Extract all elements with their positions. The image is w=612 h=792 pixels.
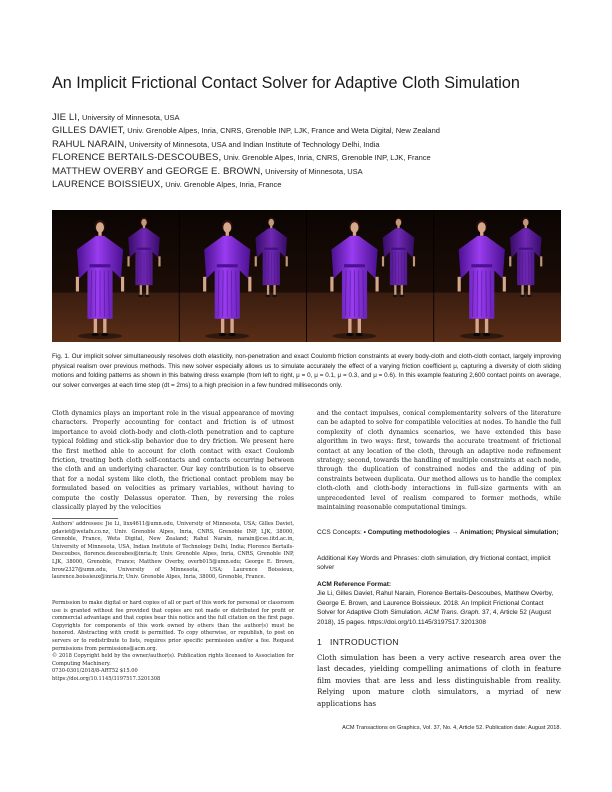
figure-leg — [221, 319, 224, 334]
footnote-issn: 0730-0301/2018/8-ART52 $15.00 — [52, 668, 138, 675]
figure-shoe — [393, 295, 398, 297]
figure-head — [478, 222, 486, 233]
figure-leg — [94, 319, 97, 334]
figure-leg — [528, 285, 530, 295]
author-affiliation: Univ. Grenoble Alpes, Inria, France — [165, 179, 282, 189]
figure-leg — [267, 285, 269, 295]
figure-leg — [230, 319, 233, 334]
figure-arm — [203, 277, 206, 292]
ref-format-text: Jie Li, Gilles Daviet, Rahul Narain, Florence Bertails-Descoubes, Matthew Overby, George E. Brown, and Laurence Boissieux. 2018. An Implicit Frictional Contact Solver for Adaptive Cloth Simulation. — [317, 590, 554, 617]
author-line — [52, 138, 572, 151]
figure-leg — [146, 285, 148, 295]
figure-shoe — [265, 295, 270, 297]
ref-format-heading: ACM Reference Format: — [317, 581, 392, 588]
figure-arm — [286, 256, 288, 266]
figure-neck — [270, 225, 272, 228]
figure-head — [351, 222, 359, 233]
figure-arm — [127, 256, 129, 266]
abstract-paragraph: Cloth dynamics plays an important role in the visual appearance of moving characters. Properly accounting for contact and friction is of utmost importance to avoid cloth-body and cloth-cloth penetration and to capture typical folding and stick-slip behavior due to dry friction. We present here the first method able to account for cloth contact with exact Coulomb friction, treating both cloth self-contacts and contacts occurring between the cloth and an underlying character. Our key contribution is to observe that for a nodal system like cloth, the frictional contact problem may be formulated based on velocities as primary variables, without having to compute the costly Delassus operator. Then, by reversing the roles classically played by the velocities — [52, 410, 294, 512]
figure-arm — [376, 277, 379, 292]
footnote-permission-text: Permission to make digital or hard copies of all or part of this work for personal or classroom use is granted without fee provided that copies are not made or distributed for profit or commercial advantage and that copies bear this notice and the full citation on the first page. Copyrights for components of this work owned by others than the author(s) must be honored. Abstracting with credit is permitted. To copy otherwise, or republish, to post on servers or to redistribute to lists, requires prior specific permission and/or a fee. Request permissions from permissions@acm.org. — [52, 600, 294, 652]
footnote-addresses — [52, 521, 294, 582]
figure-arm — [121, 277, 124, 292]
keywords-label: Additional Key Words and Phrases: — [317, 555, 420, 562]
abstract-left-column — [52, 409, 294, 512]
author-name: LAURENCE BOISSIEUX, — [52, 178, 164, 190]
keywords-value: cloth simulation, dry frictional contact, implicit solver — [317, 555, 551, 572]
figure-neck — [397, 225, 399, 228]
acm-reference-format — [317, 580, 561, 627]
abstract-paragraph-continued: and the contact impulses, conical complementarity solvers of the literature can be adapted to solve for compatible velocities at nodes. To handle the full complexity of cloth dynamics scenarios, we have extended this base algorithm in two ways: first, towards the accurate treatment of frictional contact at any location of the cloth, through an adaptive node refinement strategy; second, towards the handling of multiple constraints at each node, through the duplication of constrained nodes and the adding of pin constraints between duplicata. Our method allows us to handle the complex cloth-cloth and cloth-body interactions in full-size garments with an unprecedented level of realism compared to former methods, while maintaining reasonable computational timings. — [317, 410, 561, 512]
figure-neck — [98, 232, 101, 236]
figure-leg — [140, 285, 142, 295]
author-name: RAHUL NARAIN, — [52, 138, 128, 150]
footnote-addresses-text: Authors' addresses: Jie Li, lixx4611@umn.edu, University of Minnesota, USA; Gilles Daviet, gdaviet@wetafx.co.nz, Univ. Grenoble Alpes, Inria, CNRS, Grenoble INP, LJK, 38000, Grenoble, France, Weta Digital, New Zealand; Rahul Narain, narain@cse.iitd.ac.in, University of Minnesota, USA, Indian Institute of Technology Delhi, India; Florence Bertails-Descoubes, florence.descoubes@inria.fr, Univ. Grenoble Alpes, Inria, CNRS, Grenoble INP, LJK, 38000, Grenoble, France; Matthew Overby, overb015@umn.edu; George E. Brown, brow2327@umn.edu, University of Minnesota, USA; Laurence Boissieux, laurence.boissieux@inria.fr, Univ. Grenoble Alpes, Inria, 38000, Grenoble, France. — [52, 521, 294, 581]
figure-neck — [353, 232, 356, 236]
footnote-doi: https://doi.org/10.1145/3197517.3201308 — [52, 675, 161, 682]
figure-arm — [540, 256, 542, 266]
figure-neck — [525, 225, 527, 228]
figure-arm — [248, 277, 251, 292]
page-footer: ACM Transactions on Graphics, Vol. 37, No. 4, Article 52. Publication date: August 2018. — [342, 725, 561, 731]
footnote-permission — [52, 600, 294, 684]
dress-waist — [264, 248, 278, 250]
figure-leg — [475, 319, 478, 334]
figure-arm — [503, 277, 506, 292]
figure-shoe — [399, 295, 404, 297]
figure-leg — [401, 285, 403, 295]
figure-neck — [226, 232, 229, 236]
figure-arm — [76, 277, 79, 292]
author-name: FLORENCE BERTAILS-DESCOUBES, — [52, 152, 222, 164]
dress-waist — [90, 264, 111, 267]
author-affiliation: Univ. Grenoble Alpes, Inria, CNRS, Grenoble INP, LJK, France — [223, 153, 431, 163]
dress-waist — [344, 264, 365, 267]
footnote-copyright: © 2018 Copyright held by the owner/author(s). Publication rights licensed to Association for Computing Machinery. — [52, 653, 294, 667]
author-list — [52, 111, 572, 191]
figure-head — [269, 219, 274, 226]
author-line — [52, 178, 572, 191]
author-line — [52, 111, 572, 124]
author-line — [52, 151, 572, 164]
figure-arm — [382, 256, 384, 266]
figure-head — [223, 222, 231, 233]
paper-title: An Implicit Frictional Contact Solver for Adaptive Cloth Simulation — [52, 74, 520, 92]
dress-waist — [217, 264, 238, 267]
ccs-concepts — [317, 528, 561, 537]
author-affiliation: University of Minnesota, USA — [265, 166, 363, 176]
section-heading — [317, 637, 399, 647]
floor-shadow — [78, 333, 122, 339]
figure-leg — [394, 285, 396, 295]
figure-leg — [485, 319, 488, 334]
dress-waist — [391, 248, 405, 250]
figure-shoe — [145, 295, 150, 297]
abstract-right-column — [317, 409, 561, 512]
section-title: INTRODUCTION — [330, 637, 399, 647]
floor-shadow — [460, 333, 504, 339]
ref-format-journal: ACM Trans. Graph. — [424, 609, 481, 617]
dress-waist — [519, 248, 533, 250]
author-line — [52, 165, 572, 178]
teaser-render — [52, 210, 561, 342]
figure-leg — [521, 285, 523, 295]
figure-arm — [458, 277, 461, 292]
figure-shoe — [272, 295, 277, 297]
figure-arm — [158, 256, 160, 266]
teaser-figure — [52, 210, 561, 342]
figure-head — [96, 222, 104, 233]
figure-arm — [330, 277, 333, 292]
author-affiliation: University of Minnesota, USA and Indian Institute of Technology Delhi, India — [129, 139, 380, 149]
figure-caption: Fig. 1. Our implicit solver simultaneously resolves cloth elasticity, non-penetration and exact Coulomb friction constraints at every body-cloth and cloth-cloth contact, largely improving physical realism over previous methods. This new solver especially allows us to simulate accurately the effect of a varying friction coefficient μ, capturing a diversity of cloth sliding motions and folding patterns as shown in this batwing dress example (from left to right, μ = 0, μ = 0.1, μ = 0.3, and μ = 0.6). In this example featuring 2,600 contact points on average, our solver converges at each time step (dt = 2ms) to a high precision in a few hundred milliseconds only. — [52, 353, 561, 389]
figure-leg — [273, 285, 275, 295]
author-name: JIE LI, — [52, 112, 80, 123]
dress-waist — [471, 264, 492, 267]
figure-leg — [358, 319, 361, 334]
ccs-label: CCS Concepts: — [317, 529, 362, 536]
footnote-rule — [52, 518, 118, 519]
figure-shoe — [527, 295, 532, 297]
author-name: GILLES DAVIET, — [52, 125, 126, 137]
figure-shoe — [138, 295, 143, 297]
figure-leg — [103, 319, 106, 334]
dress-waist — [137, 248, 151, 250]
figure-head — [141, 219, 146, 226]
author-affiliation: University of Minnesota, USA — [82, 113, 180, 122]
floor-shadow — [333, 333, 377, 339]
figure-neck — [143, 225, 145, 228]
author-affiliation: Univ. Grenoble Alpes, Inria, CNRS, Grenoble INP, LJK, France and Weta Digital, New Zealand — [127, 126, 440, 136]
author-line — [52, 124, 572, 137]
author-name: MATTHEW OVERBY and GEORGE E. BROWN, — [52, 165, 264, 177]
floor-shadow — [205, 333, 249, 339]
figure-shoe — [520, 295, 525, 297]
figure-arm — [255, 256, 257, 266]
ref-format-text-tail: 37, 4, Article 52 (August 2018), 15 pages. https://doi.org/10.1145/3197517.3201308 — [317, 609, 552, 626]
figure-neck — [480, 232, 483, 236]
figure-head — [396, 219, 401, 226]
figure-arm — [509, 256, 511, 266]
section-number: 1 — [317, 637, 323, 647]
keywords — [317, 554, 561, 573]
ccs-value: • Computing methodologies → Animation; Physical simulation; — [363, 529, 559, 536]
figure-head — [523, 219, 528, 226]
introduction-text — [317, 652, 561, 709]
introduction-paragraph: Cloth simulation has been a very active research area over the last decades, yielding compelling animations of cloth in feature film movies that are less and less distinguishable from reality. Relying upon mature cloth simulators, a myriad of new applications has — [317, 653, 561, 708]
figure-leg — [348, 319, 351, 334]
figure-arm — [413, 256, 415, 266]
